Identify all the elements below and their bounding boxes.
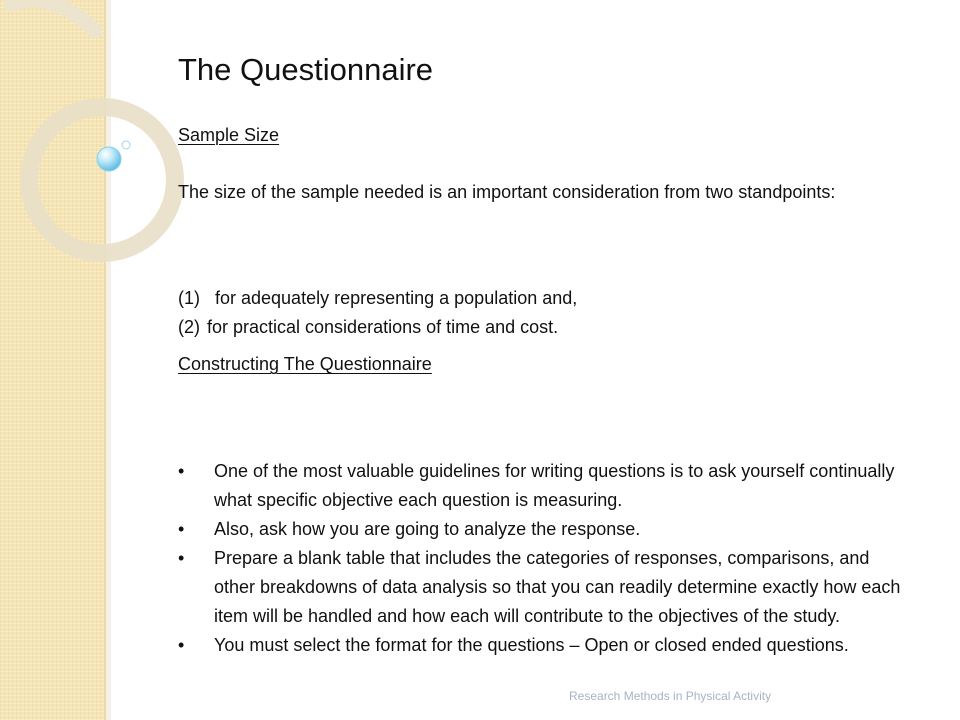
bullet-icon: • [178, 548, 185, 568]
decorative-circles-icon [0, 0, 180, 300]
constructing-questionnaire-heading: Constructing The Questionnaire [178, 354, 432, 374]
slide-content [178, 50, 913, 655]
blue-bubble-icon [97, 147, 121, 171]
standpoint-number: (1) [178, 288, 200, 308]
top-arc-icon [11, 1, 95, 31]
guideline-list-item [178, 457, 913, 515]
bullet-icon: • [178, 461, 185, 481]
guideline-text: Prepare a blank table that includes the categories of responses, comparisons, and other breakdowns of data analysis so that you can readily determine exactly how each item will be handled and how each will contribute to the objectives of the study. [214, 548, 901, 626]
questionnaire-guidelines-list [178, 457, 913, 660]
guideline-list-item [178, 515, 913, 544]
standpoint-number: (2) [178, 317, 200, 337]
sample-size-standpoints-list [178, 284, 898, 342]
slide-title: The Questionnaire [178, 52, 434, 87]
sample-size-paragraph: The size of the sample needed is an important consideration from two standpoints: [178, 182, 836, 202]
guideline-text: One of the most valuable guidelines for writing questions is to ask yourself continually what specific objective each question is measuring. [214, 461, 895, 510]
bullet-icon: • [178, 519, 185, 539]
small-bubble-icon [122, 141, 130, 149]
standpoint-item [178, 284, 898, 313]
guideline-list-item [178, 544, 913, 631]
standpoint-item [178, 313, 898, 342]
guideline-text: Also, ask how you are going to analyze the response. [214, 519, 641, 539]
guideline-text: You must select the format for the questions – Open or closed ended questions. [214, 635, 849, 655]
standpoint-text: for practical considerations of time and cost. [207, 317, 559, 337]
large-ring-icon [29, 107, 175, 253]
sample-size-heading: Sample Size [178, 125, 280, 145]
standpoint-text: for adequately representing a population and, [215, 288, 578, 308]
slide-footer: Research Methods in Physical Activity [569, 689, 772, 703]
bullet-icon: • [178, 635, 185, 655]
guideline-list-item [178, 631, 913, 660]
